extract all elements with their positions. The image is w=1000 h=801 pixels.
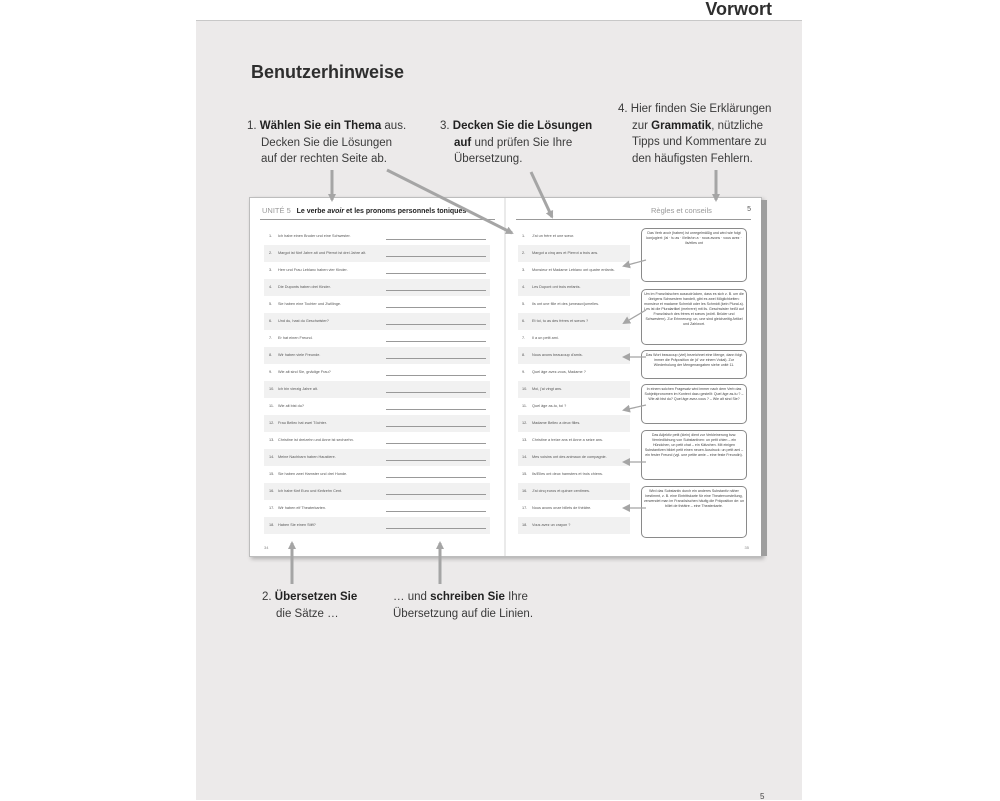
right-page xyxy=(506,198,761,556)
exercise-row xyxy=(264,466,490,483)
step-emphasis: Decken Sie die Lösungen xyxy=(452,120,593,132)
french-sentence: Nous avons onze billets de théâtre. xyxy=(532,506,592,510)
step-3-text: 3. Decken Sie die Lösungen auf und prüfen Sie Ihre Übersetzung. xyxy=(440,120,593,165)
row-number: 10. xyxy=(269,387,275,391)
row-number: 11. xyxy=(522,404,527,408)
grammar-note-box: Um im Französischen auszudrücken, dass es sich z. B. um die übrigens Schwestern handelt, gibt es zwei Möglichkeiten: monsieur et madame Schmidt oder les Schmidt (kein Plural-s). Les ist die Pluralartikel (mehrere) mit ils. Geschwister heißt auf Französisch des frères et sœurs (wörtl. Brüder und Schwestern). Zur Erinnerung: un, une sind gleichzeitig Artikel und Zahlwort. xyxy=(641,289,747,345)
answer-line xyxy=(386,460,486,461)
solution-row xyxy=(518,296,630,313)
step-4-text: 4. Hier finden Sie Erklärungen zur Grammatik, nützliche Tipps und Kommentare zu den häufigsten Fehlern. xyxy=(618,103,772,165)
answer-line xyxy=(386,290,486,291)
row-number: 18. xyxy=(522,523,528,527)
solution-row xyxy=(518,347,630,364)
row-number: 4. xyxy=(269,285,273,289)
solution-row xyxy=(518,279,630,296)
row-number: 7. xyxy=(522,336,526,340)
right-page-header: Règles et conseils xyxy=(651,206,712,215)
solution-row xyxy=(518,398,630,415)
row-number: 15. xyxy=(269,472,275,476)
solution-row xyxy=(518,364,630,381)
german-sentence: Sie haben zwei Hamster und drei Hunde. xyxy=(278,472,348,476)
exercise-row xyxy=(264,449,490,466)
row-number: 13. xyxy=(522,438,528,442)
exercise-row xyxy=(264,398,490,415)
row-number: 5. xyxy=(269,302,273,306)
french-sentence: Il a un petit ami. xyxy=(532,336,559,340)
row-number: 15. xyxy=(522,472,528,476)
grammar-note-box: In einem solchen Fragesatz wird immer nach dem Verb das Subjektpronomen im Kontext dazu gestellt: Quel âge as-tu ? – Wie alt bist du? Quel âge avez-vous ? – Wie alt sind Sie? xyxy=(641,384,747,424)
answer-line xyxy=(386,358,486,359)
answer-line xyxy=(386,511,486,512)
row-number: 13. xyxy=(269,438,275,442)
solution-row xyxy=(518,381,630,398)
row-number: 17. xyxy=(269,506,275,510)
grammar-note-box: Wird das Substantiv durch ein anderes Substantiv näher bestimmt, z. B. eine Eintrittskarte für eine Theatervorstellung, verwendet man im Französischen häufig die Präposition de: un billet de théâtre – eine Theaterkarte. xyxy=(641,486,747,538)
french-sentence: Ils/Elles ont deux hamsters et trois chiens. xyxy=(532,472,603,476)
french-sentence: Nous avons beaucoup d'amis. xyxy=(532,353,583,357)
row-number: 10. xyxy=(522,387,528,391)
german-sentence: Er hat einen Freund. xyxy=(278,336,313,340)
row-number: 16. xyxy=(522,489,528,493)
step-number: 2. xyxy=(262,591,272,603)
german-sentence: Ich bin vierzig Jahre alt. xyxy=(278,387,318,391)
answer-line xyxy=(386,307,486,308)
german-sentence: Herr und Frau Leblanc haben vier Kinder. xyxy=(278,268,348,272)
german-sentence: Sie haben eine Tochter und Zwillinge. xyxy=(278,302,342,306)
step-emphasis: schreiben Sie xyxy=(430,591,505,603)
page-number: 5 xyxy=(760,792,765,801)
row-number: 17. xyxy=(522,506,528,510)
exercise-row xyxy=(264,330,490,347)
answer-line xyxy=(386,494,486,495)
french-sentence: Vous avez un crayon ? xyxy=(532,523,571,527)
exercise-row xyxy=(264,483,490,500)
german-sentence: Ich habe einen Bruder und eine Schwester. xyxy=(278,234,351,238)
solution-row xyxy=(518,330,630,347)
chapter-title: Vorwort xyxy=(705,0,772,19)
row-number: 4. xyxy=(522,285,526,289)
german-sentence: Wir haben elf Theaterkarten. xyxy=(278,506,327,510)
exercise-row xyxy=(264,228,490,245)
french-sentence: Margot a cinq ans et Pierrot a trois ans. xyxy=(532,251,599,255)
german-sentence: Christine ist dreizehn und Anne ist sechzehn. xyxy=(278,438,354,442)
answer-line xyxy=(386,341,486,342)
french-sentence: Mes voisins ont des animaux de compagnie. xyxy=(532,455,607,459)
step-emphasis: Wählen Sie ein Thema xyxy=(259,120,382,132)
header-rule xyxy=(260,219,495,220)
row-number: 1. xyxy=(522,234,526,238)
row-number: 16. xyxy=(269,489,275,493)
step-number: 4. xyxy=(618,103,628,115)
row-number: 8. xyxy=(269,353,273,357)
solution-row xyxy=(518,500,630,517)
exercise-row xyxy=(264,415,490,432)
step-number: 1. xyxy=(247,120,257,132)
header-rule xyxy=(516,219,751,220)
exercise-row xyxy=(264,517,490,534)
german-sentence: Frau Bellec hat zwei Töchter. xyxy=(278,421,327,425)
exercise-row xyxy=(264,347,490,364)
french-sentence: J'ai un frère et une sœur. xyxy=(532,234,575,238)
row-number: 2. xyxy=(522,251,526,255)
french-sentence: J'ai cinq euros et quinze centimes. xyxy=(532,489,590,493)
step-2b-text: … und schreiben Sie Ihre Übersetzung auf die Linien. xyxy=(393,591,534,620)
solution-row xyxy=(518,262,630,279)
solution-row xyxy=(518,449,630,466)
right-page-foot: 35 xyxy=(744,545,749,550)
answer-line xyxy=(386,392,486,393)
german-sentence: Wie alt sind Sie, gnädige Frau? xyxy=(278,370,331,374)
section-title: Benutzerhinweise xyxy=(251,62,405,82)
answer-line xyxy=(386,273,486,274)
solution-sentences xyxy=(518,228,630,534)
exercise-sentences xyxy=(264,228,490,534)
french-sentence: Moi, j'ai vingt ans. xyxy=(532,387,563,391)
row-number: 18. xyxy=(269,523,275,527)
solution-row xyxy=(518,245,630,262)
solution-row xyxy=(518,313,630,330)
solution-row xyxy=(518,466,630,483)
row-number: 9. xyxy=(522,370,526,374)
row-number: 14. xyxy=(269,455,275,459)
grammar-note-box: Das Adjektiv petit (klein) dient zur Verkleinerung bzw. Verniedlichung von Substantiven: un petit chien – ein Hündchen, un petit chat – ein Kätzchen. Mit einigen Substantiven bildet petit einen neuen Ausdruck: un petit ami – ein fester Freund (vgl. une petite amie – eine feste Freundin). xyxy=(641,430,747,480)
grammar-note-box: Das Verb avoir (haben) ist unregelmäßig und wird wie folgt konjugiert: j'ai · tu as · il/elle/on a · nous avons · vous avez · ils/elles ont xyxy=(641,228,747,282)
row-number: 6. xyxy=(522,319,526,323)
row-number: 3. xyxy=(269,268,273,272)
exercise-row xyxy=(264,364,490,381)
grammar-note-box: Das Wort beaucoup (viel) bezeichnet eine Menge, dann folgt immer die Präposition de (d' vor einem Vokal). Zur Wiederholung der Mengenangaben siehe unité 11. xyxy=(641,350,747,379)
exercise-row xyxy=(264,279,490,296)
solution-row xyxy=(518,483,630,500)
exercise-row xyxy=(264,432,490,449)
german-sentence: Margot ist fünf Jahre alt und Pierrot ist drei Jahre alt. xyxy=(278,251,367,255)
book-spread-image xyxy=(249,197,762,557)
solution-row xyxy=(518,517,630,534)
spread-shadow xyxy=(761,200,767,556)
french-sentence: Christine a treize ans et Anne a seize ans. xyxy=(532,438,603,442)
step-emphasis: Übersetzen Sie xyxy=(274,591,358,603)
french-sentence: Quel âge avez-vous, Madame ? xyxy=(532,370,586,374)
french-sentence: Et toi, tu as des frères et sœurs ? xyxy=(532,319,589,323)
exercise-row xyxy=(264,313,490,330)
row-number: 2. xyxy=(269,251,273,255)
german-sentence: Wir haben viele Freunde. xyxy=(278,353,321,357)
step-number: 3. xyxy=(440,120,450,132)
right-page-num: 5 xyxy=(747,206,751,213)
german-sentence: Die Duponts haben drei Kinder. xyxy=(278,285,331,289)
exercise-row xyxy=(264,381,490,398)
german-sentence: Wie alt bist du? xyxy=(278,404,304,408)
step-1-text: 1. Wählen Sie ein Thema aus. Decken Sie die Lösungen auf der rechten Seite ab. xyxy=(247,120,407,165)
french-sentence: Monsieur et Madame Leblanc ont quatre enfants. xyxy=(532,268,615,272)
row-number: 3. xyxy=(522,268,526,272)
row-number: 1. xyxy=(269,234,273,238)
row-number: 12. xyxy=(522,421,528,425)
french-sentence: Les Dupont ont trois enfants. xyxy=(532,285,581,289)
french-sentence: Ils ont une fille et des jumeaux/jumelles. xyxy=(532,302,600,306)
answer-line xyxy=(386,324,486,325)
exercise-row xyxy=(264,500,490,517)
solution-row xyxy=(518,228,630,245)
exercise-row xyxy=(264,262,490,279)
row-number: 5. xyxy=(522,302,526,306)
row-number: 8. xyxy=(522,353,526,357)
french-sentence: Madame Bellec a deux filles. xyxy=(532,421,581,425)
german-sentence: Und du, hast du Geschwister? xyxy=(278,319,329,323)
row-number: 12. xyxy=(269,421,275,425)
solution-row xyxy=(518,415,630,432)
answer-line xyxy=(386,239,486,240)
left-page xyxy=(250,198,505,556)
german-sentence: Ich habe fünf Euro und fünfzehn Cent. xyxy=(278,489,343,493)
answer-line xyxy=(386,477,486,478)
answer-line xyxy=(386,443,486,444)
answer-line xyxy=(386,409,486,410)
french-sentence: Quel âge as-tu, toi ? xyxy=(532,404,567,408)
row-number: 14. xyxy=(522,455,528,459)
row-number: 11. xyxy=(269,404,274,408)
left-page-header: UNITÉ 5 Le verbe avoir et les pronoms personnels toniques xyxy=(262,206,467,215)
row-number: 7. xyxy=(269,336,273,340)
exercise-row xyxy=(264,296,490,313)
answer-line xyxy=(386,375,486,376)
exercise-row xyxy=(264,245,490,262)
left-page-number: 34 xyxy=(264,545,269,550)
solution-row xyxy=(518,432,630,449)
german-sentence: Haben Sie einen Stift? xyxy=(278,523,316,527)
step-2-text: 2. Übersetzen Sie die Sätze … xyxy=(262,591,358,620)
row-number: 9. xyxy=(269,370,273,374)
row-number: 6. xyxy=(269,319,273,323)
answer-line xyxy=(386,426,486,427)
german-sentence: Meine Nachbarn haben Haustiere. xyxy=(278,455,336,459)
answer-line xyxy=(386,528,486,529)
answer-line xyxy=(386,256,486,257)
